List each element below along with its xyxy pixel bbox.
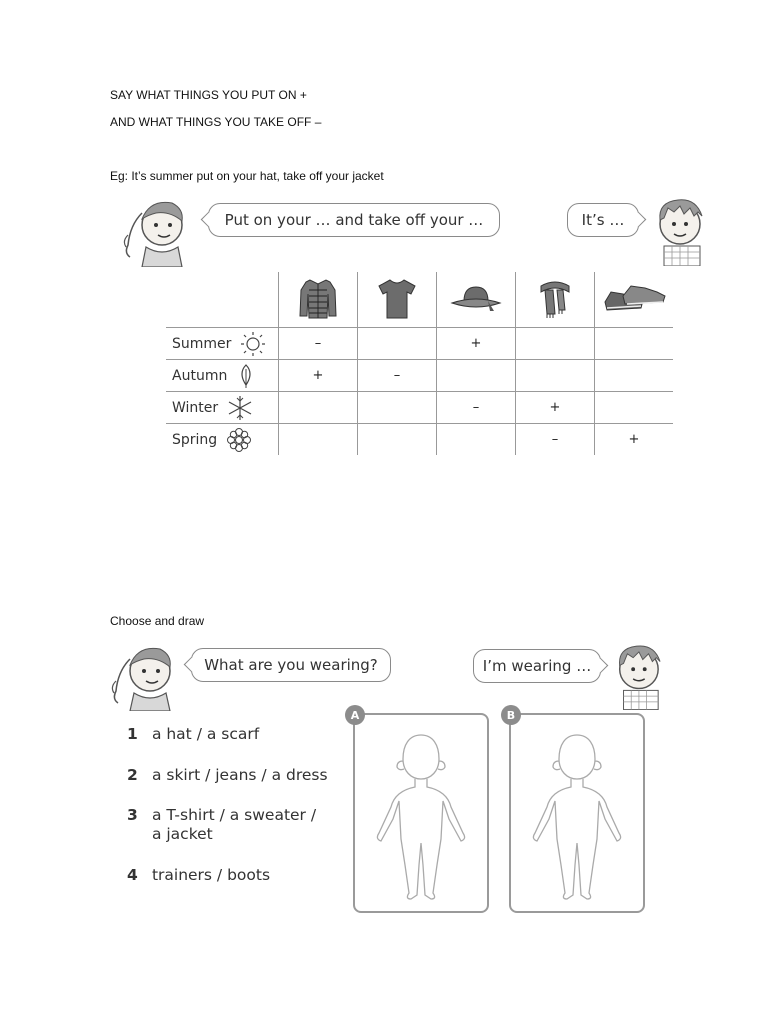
- table-cell: [279, 392, 358, 424]
- boy-illustration: [652, 194, 704, 266]
- season-cell: [166, 424, 279, 456]
- table-cell: –: [516, 424, 595, 456]
- table-header-row: [166, 272, 674, 328]
- table-cell: [358, 424, 437, 456]
- option-number: 3: [127, 806, 138, 824]
- girl-illustration-2: [108, 641, 183, 711]
- option-number: 1: [127, 725, 138, 743]
- figure-badge-b: B: [501, 705, 521, 725]
- figure-badge-a: A: [345, 705, 365, 725]
- list-item: [127, 806, 316, 824]
- column-jacket: [279, 272, 358, 328]
- jacket-icon: [298, 276, 338, 320]
- column-hat: [437, 272, 516, 328]
- season-label: Summer: [172, 335, 232, 352]
- speech-bubble-im-wearing: [473, 649, 601, 683]
- table-cell: –: [437, 392, 516, 424]
- season-cell: [166, 360, 279, 392]
- speech-bubble-im-wearing-text: I’m wearing …: [482, 657, 592, 675]
- example-sentence: Eg: It’s summer put on your hat, take off your jacket: [110, 169, 384, 183]
- instruction-take-off: AND WHAT THINGS YOU TAKE OFF –: [110, 115, 322, 129]
- option-number: 4: [127, 866, 138, 884]
- table-cell: [516, 328, 595, 360]
- figure-box-a: [350, 708, 489, 913]
- column-trainers: [595, 272, 674, 328]
- body-outline-icon: [511, 715, 643, 911]
- table-cell: [358, 328, 437, 360]
- table-row: [166, 424, 674, 456]
- table-cell: –: [279, 328, 358, 360]
- list-item-continued: [127, 825, 213, 843]
- table-cell: +: [279, 360, 358, 392]
- trainers-icon: [601, 282, 667, 314]
- table-cell: [358, 392, 437, 424]
- table-cell: +: [595, 424, 674, 456]
- table-row: [166, 360, 674, 392]
- season-cell: [166, 392, 279, 424]
- table-cell: [516, 360, 595, 392]
- tshirt-icon: [375, 276, 419, 320]
- speech-bubble-what-wearing-text: What are you wearing?: [204, 656, 378, 674]
- snowflake-icon: [227, 395, 253, 421]
- table-cell: [595, 360, 674, 392]
- body-outline-icon: [355, 715, 487, 911]
- instruction-put-on: SAY WHAT THINGS YOU PUT ON +: [110, 88, 307, 102]
- season-cell: [166, 328, 279, 360]
- table-cell: +: [437, 328, 516, 360]
- option-text: a T-shirt / a sweater /: [151, 806, 317, 824]
- clothes-season-table: [165, 271, 674, 456]
- table-cell: –: [358, 360, 437, 392]
- option-text: a skirt / jeans / a dress: [151, 766, 328, 784]
- speech-bubble-put-on-text: Put on your … and take off your …: [224, 211, 484, 229]
- season-label: Spring: [172, 431, 218, 448]
- table-row: [166, 328, 674, 360]
- flower-icon: [226, 427, 252, 453]
- column-scarf: [516, 272, 595, 328]
- speech-bubble-its-text: It’s …: [581, 211, 625, 229]
- list-item: [127, 866, 270, 884]
- table-cell: +: [516, 392, 595, 424]
- table-cell: [437, 424, 516, 456]
- table-cell: [437, 360, 516, 392]
- scarf-icon: [535, 276, 575, 320]
- table-corner-cell: [166, 272, 279, 328]
- sun-icon: [240, 331, 266, 357]
- hat-icon: [450, 281, 502, 315]
- table-cell: [595, 392, 674, 424]
- figure-box-b: [506, 708, 645, 913]
- season-label: Winter: [172, 399, 219, 416]
- option-text: trainers / boots: [151, 866, 271, 884]
- option-number: 2: [127, 766, 138, 784]
- speech-bubble-put-on: [208, 203, 500, 237]
- table-cell: [595, 328, 674, 360]
- season-label: Autumn: [172, 367, 228, 384]
- leaf-icon: [236, 363, 256, 389]
- option-text: a hat / a scarf: [151, 725, 260, 743]
- choose-and-draw-heading: Choose and draw: [110, 614, 205, 628]
- list-item: [127, 725, 259, 743]
- table-cell: [279, 424, 358, 456]
- speech-bubble-what-wearing: [191, 648, 391, 682]
- list-item: [127, 766, 328, 784]
- speech-bubble-its: [567, 203, 639, 237]
- column-tshirt: [358, 272, 437, 328]
- boy-illustration-2: [612, 640, 662, 710]
- option-text: a jacket: [151, 825, 213, 843]
- table-row: [166, 392, 674, 424]
- girl-illustration: [120, 195, 195, 267]
